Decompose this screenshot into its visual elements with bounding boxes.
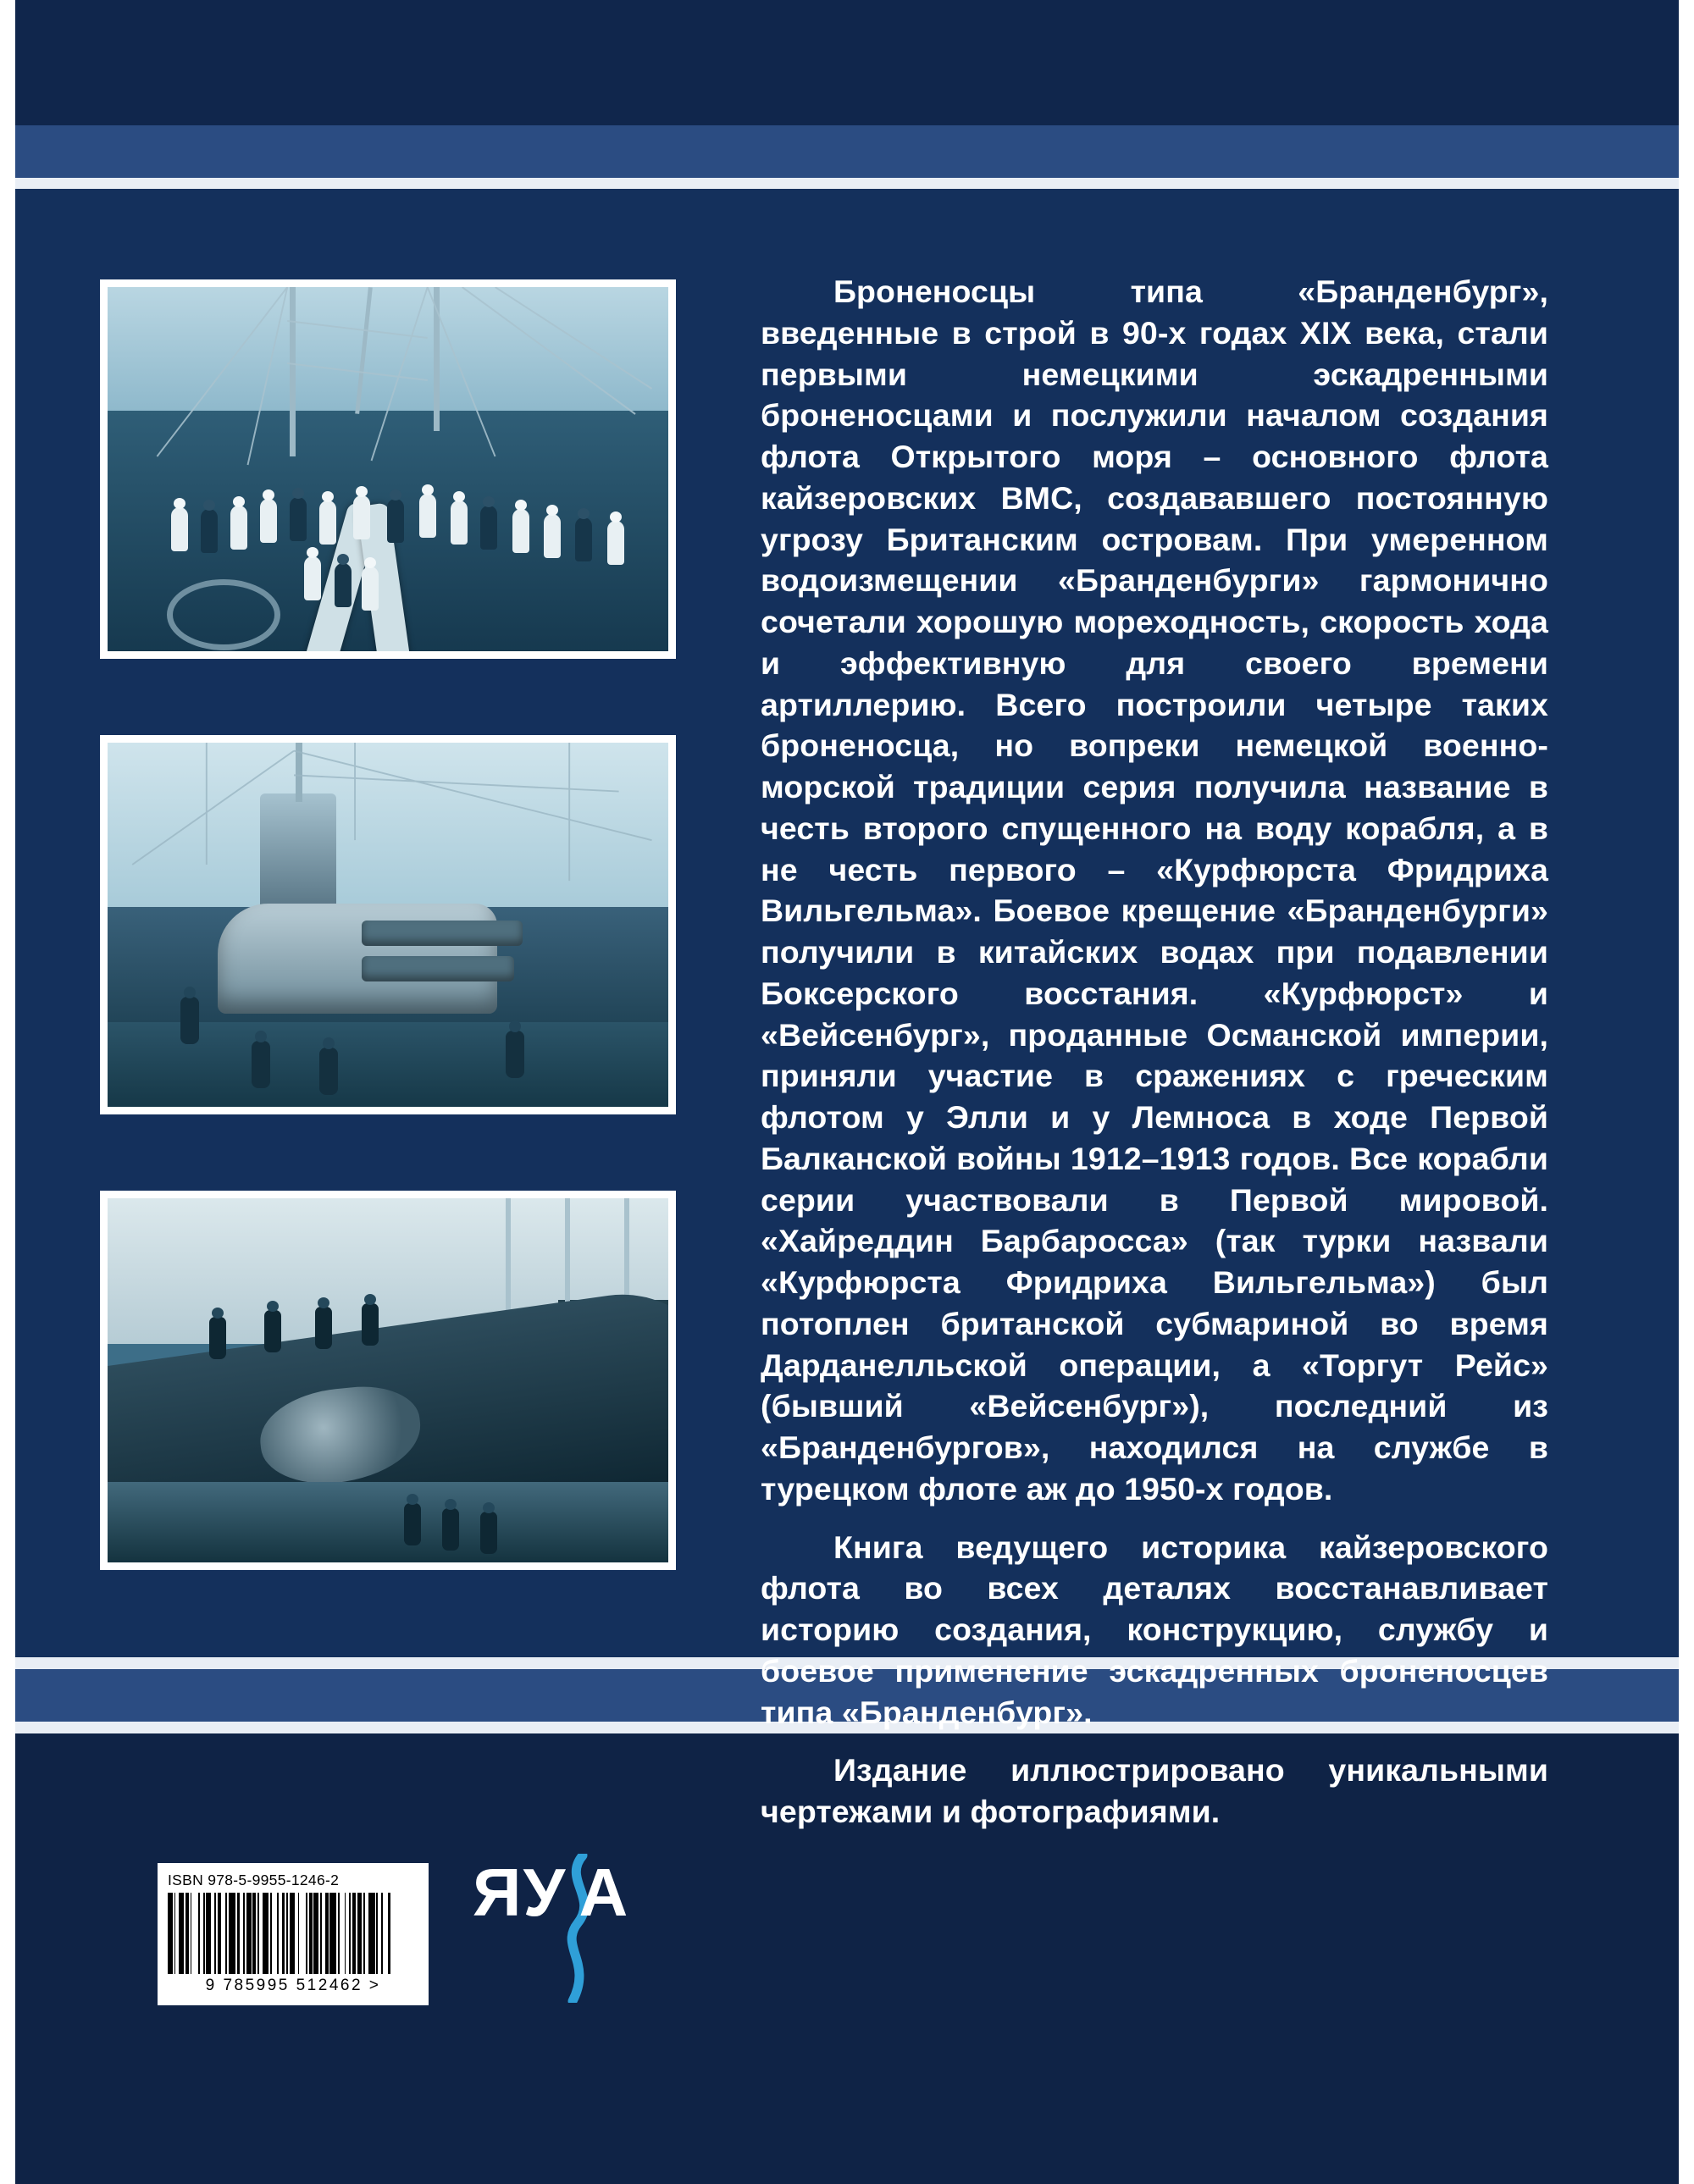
top-navy-band (15, 0, 1679, 125)
isbn-label: ISBN 978-5-9955-1246-2 (168, 1872, 340, 1888)
barcode-block (158, 1863, 429, 2005)
top-blue-stripe (15, 125, 1679, 178)
publisher-logo (473, 1855, 693, 2011)
publisher-name-prefix: ЯУ (473, 1855, 559, 1930)
photo-bow-ornament (100, 1191, 676, 1570)
gun-barrel-icon (362, 921, 523, 946)
barcode-digits: 9 785995 512462 > (205, 1977, 381, 1994)
publisher-name (473, 1855, 693, 1930)
rigging-icon (108, 287, 668, 482)
cover-frame (15, 0, 1679, 2184)
photo-column (100, 279, 676, 1646)
blurb-paragraph: Броненосцы типа «Бранденбург», введенные в строй в 90-х годах XIX века, стали первыми немецкими эскадренными броненосцами и послужили началом создания флота Открытого моря – основного флота кайзеровских ВМС, создававшего постоянную угрозу Британским островам. При умеренном водоизмещении «Бранденбурги» гармонично сочетали хорошую мореходность, скорость хода и эффективную для своего времени артиллерию. Всего построили четыре таких броненосца, но вопреки немецкой военно-морской традиции серия получила название в честь второго спущенного на воду корабля, а в не честь первого – «Курфюрста Фридриха Вильгельма». Боевое крещение «Бранденбурги» получили в китайских водах при подавлении Боксерского восстания. «Курфюрст» и «Вейсенбург», проданные Османской империи, приняли участие в сражениях с греческим флотом у Элли и у Лемноса в ходе Первой Балканской войны 1912–1913 годов. Все корабли серии участвовали в Первой мировой. «Хайреддин Барбаросса» (так турки назвали «Курфюрста Фридриха Вильгельма») был потоплен британской субмариной во время Дарданелльской операции, а «Торгут Рейс» (бывший «Вейсенбург»), последний из «Бранденбургов», находился на службе в турецком флоте аж до 1950-х годов. (761, 274, 1548, 1507)
blurb-paragraph: Издание иллюстрировано уникальными чертежами и фотографиями. (761, 1752, 1548, 1829)
blurb-paragraph: Книга ведущего историка кайзеровского флота во всех деталях восстанавливает историю создания, конструкцию, службу и боевое применение эскадренных броненосцев типа «Бранденбург». (761, 1529, 1548, 1730)
rope-coil-icon (167, 579, 280, 650)
photo-deck-crew (100, 279, 676, 659)
photo-turret-guns (100, 735, 676, 1114)
gun-barrel-icon (362, 956, 514, 981)
barcode-bars (168, 1893, 418, 1974)
blurb-text-column (761, 271, 1548, 1833)
top-white-stripe (15, 178, 1679, 189)
publisher-name-suffix: А (579, 1855, 630, 1930)
